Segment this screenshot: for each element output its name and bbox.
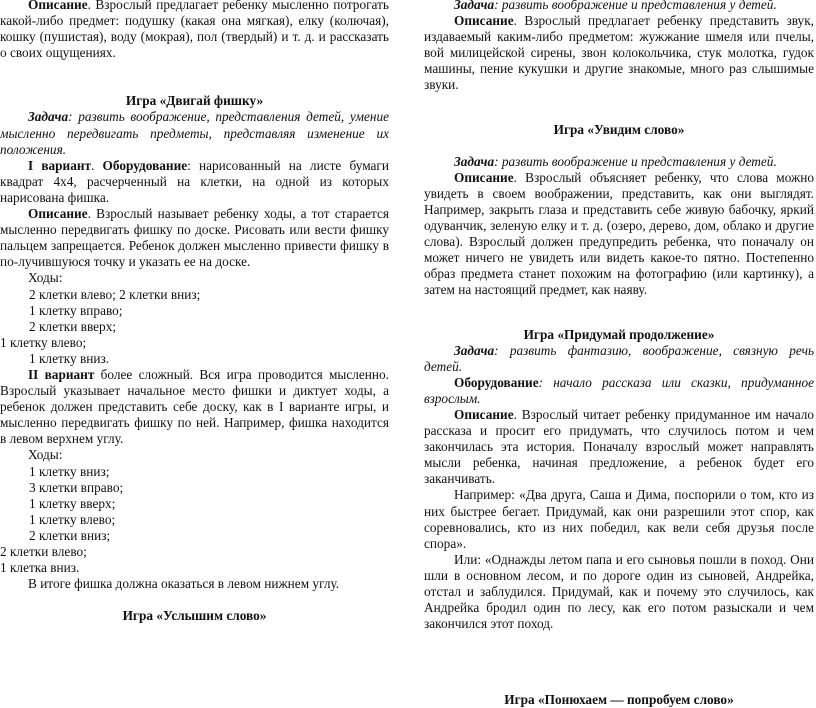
task-label-2: Задача [454,153,495,169]
game-title-smell-taste-word: Игра «Понюхаем — попробуем слово» [504,692,734,708]
game-title-move-chip: Игра «Двигай фишку» [125,93,264,109]
description-paragraph [0,0,389,61]
move-step: 3 клетки вправо; [29,479,124,495]
result-paragraph: В итоге фишка должна оказаться в левом нижнем углу. [28,576,340,592]
move-step: 2 клетки вверх; [29,318,117,334]
left-column [0,0,389,624]
description-paragraph [424,13,814,93]
move-step: 1 клетку вправо; [29,302,123,318]
description-label-2: Описание [28,206,88,222]
move-step: 1 клетку вниз; [29,463,110,479]
move-step: 2 клетки влево; [0,544,87,559]
task-paragraph [424,0,814,13]
moves-label-2: Ходы: [28,447,63,463]
variant-two-paragraph [0,367,389,447]
description-label: Описание [28,0,88,12]
description-text-2: . Взрослый объясняет ребенку, что слова можно увидеть в своем воображении, представить, как они выглядят. Например, закрыть глаза и представить себе живую бабочку, яркий одуванчик, зеленую елку и т. д. (озеро, дерево, дом, облако и другие слова). Взрослый должен предупредить ребенка, что поначалу он может ничего не увидеть или видеть какое-то пятно. Постепенно образ предмета станет похожим на фотографию (или картинку), а затем на настоящий предмет, как наяву. [424,169,814,298]
variant-two-label: II вариант [28,366,95,382]
task-paragraph-2 [424,154,814,170]
game-title-see-word: Игра «Увидим слово» [553,121,685,137]
description-text-2: . Взрослый называет ребенку ходы, а тот старается мысленно передвигать фишку по доске. Рисовать или вести фишку пальцем запрещается. Ребенок должен мысленно привести фишку в по-лучившуюся точку и указать ее на доске. [0,206,389,270]
task-label: Задача [28,109,69,125]
move-step: 2 клетки вниз; [29,527,111,543]
task-paragraph-3 [424,343,814,375]
equipment-label: Оборудование [454,374,539,390]
description-text: . Взрослый предлагает ребенку мысленно потрогать какой-либо предмет: подушку (какая она мягкая), елку (колючая), кошку (пушистая), воду (мокрая), пол (твердый) и т. д. и рассказать о своих ощущениях. [0,0,389,61]
equipment-text: : нарисованный на листе бумаги квадрат 4х4, расчерченный на клетки, на одной из которых нарисована фишка. [0,157,389,205]
description-text: . Взрослый предлагает ребенку представить звук, издаваемый каким-либо предметом: жужжание шмеля или пчелы, вой милицейской сирены, звон колокольчика, стук молотка, гудок машины, пение кукушки и другие знакомые, много раз слышимые звуки. [424,13,814,93]
description-label-3: Описание [454,406,514,422]
move-step: 1 клетку вниз. [29,350,110,366]
moves-label: Ходы: [28,270,63,286]
task-text-3: : развить фантазию, воображение, связную речь детей. [424,342,814,374]
variant-one-label: I вариант [28,157,92,173]
task-text: : развить воображение, представления детей, умение мысленно передвигать предметы, представляя изменение их положения. [0,109,389,157]
game-title-hear-word: Игра «Услышим слово» [122,608,267,624]
equipment-label: Оборудование [102,157,188,173]
example-paragraph-2: Или: «Однажды летом папа и его сыновья пошли в поход. Они шли в основном лесом, и по дороге один из сыновей, Андрейка, отстал и заблудился. Придумай, как и почему это случилось, как Андрейка бродил один по лесу, как его потом разыскали и чем закончился этот поход. [424,551,814,632]
move-step: 1 клетку вверх; [29,495,116,511]
right-column [424,0,814,708]
task-label-3: Задача [454,342,495,358]
equipment-paragraph [424,375,814,407]
description-paragraph-2 [424,170,814,299]
move-step: 2 клетки влево; 2 клетки вниз; [29,286,201,302]
variant-two-text: более сложный. Вся игра проводится мысленно. Взрослый указывает начальное место фишки и диктует ходы, а ребенок должен представить себе доску, как в I варианте игры, и мысленно передвигать фишку по ней. Например, фишка находится в левом верхнем углу. [0,366,389,447]
task-paragraph [0,109,389,157]
task-text: : развить воображение и представления у детей. [494,0,777,12]
move-step: 1 клетку влево; [29,511,116,527]
move-step: 1 клетку влево; [0,334,87,350]
description-label: Описание [454,13,514,29]
game-title-continue: Игра «Придумай продолжение» [523,326,715,342]
equipment-text: : начало рассказа или сказки, придуманное взрослым. [424,374,814,406]
description-text-3: . Взрослый читает ребенку придуманное им начало рассказа и просит его придумать, что случилось потом и чем закончилась эта история. Поначалу взрослый может направлять мысли ребенка, начиная предложение, а ребенок будет его заканчивать. [424,406,814,487]
move-step: 1 клетка вниз. [0,560,80,576]
variant-one-paragraph [0,158,389,206]
example-paragraph: Например: «Два друга, Саша и Дима, поспорили о том, кто из них быстрее бегает. Придумай, как они разрешили этот спор, как соревновались, кто из них победил, как вели себя друзья после спора». [424,487,814,551]
description-label-2: Описание [454,169,514,185]
task-label: Задача [454,0,495,12]
description-paragraph-2 [0,206,389,270]
variant-one-separator: . [91,157,103,173]
description-paragraph-3 [424,407,814,487]
task-text-2: : развить воображение и представления у детей. [494,153,777,169]
